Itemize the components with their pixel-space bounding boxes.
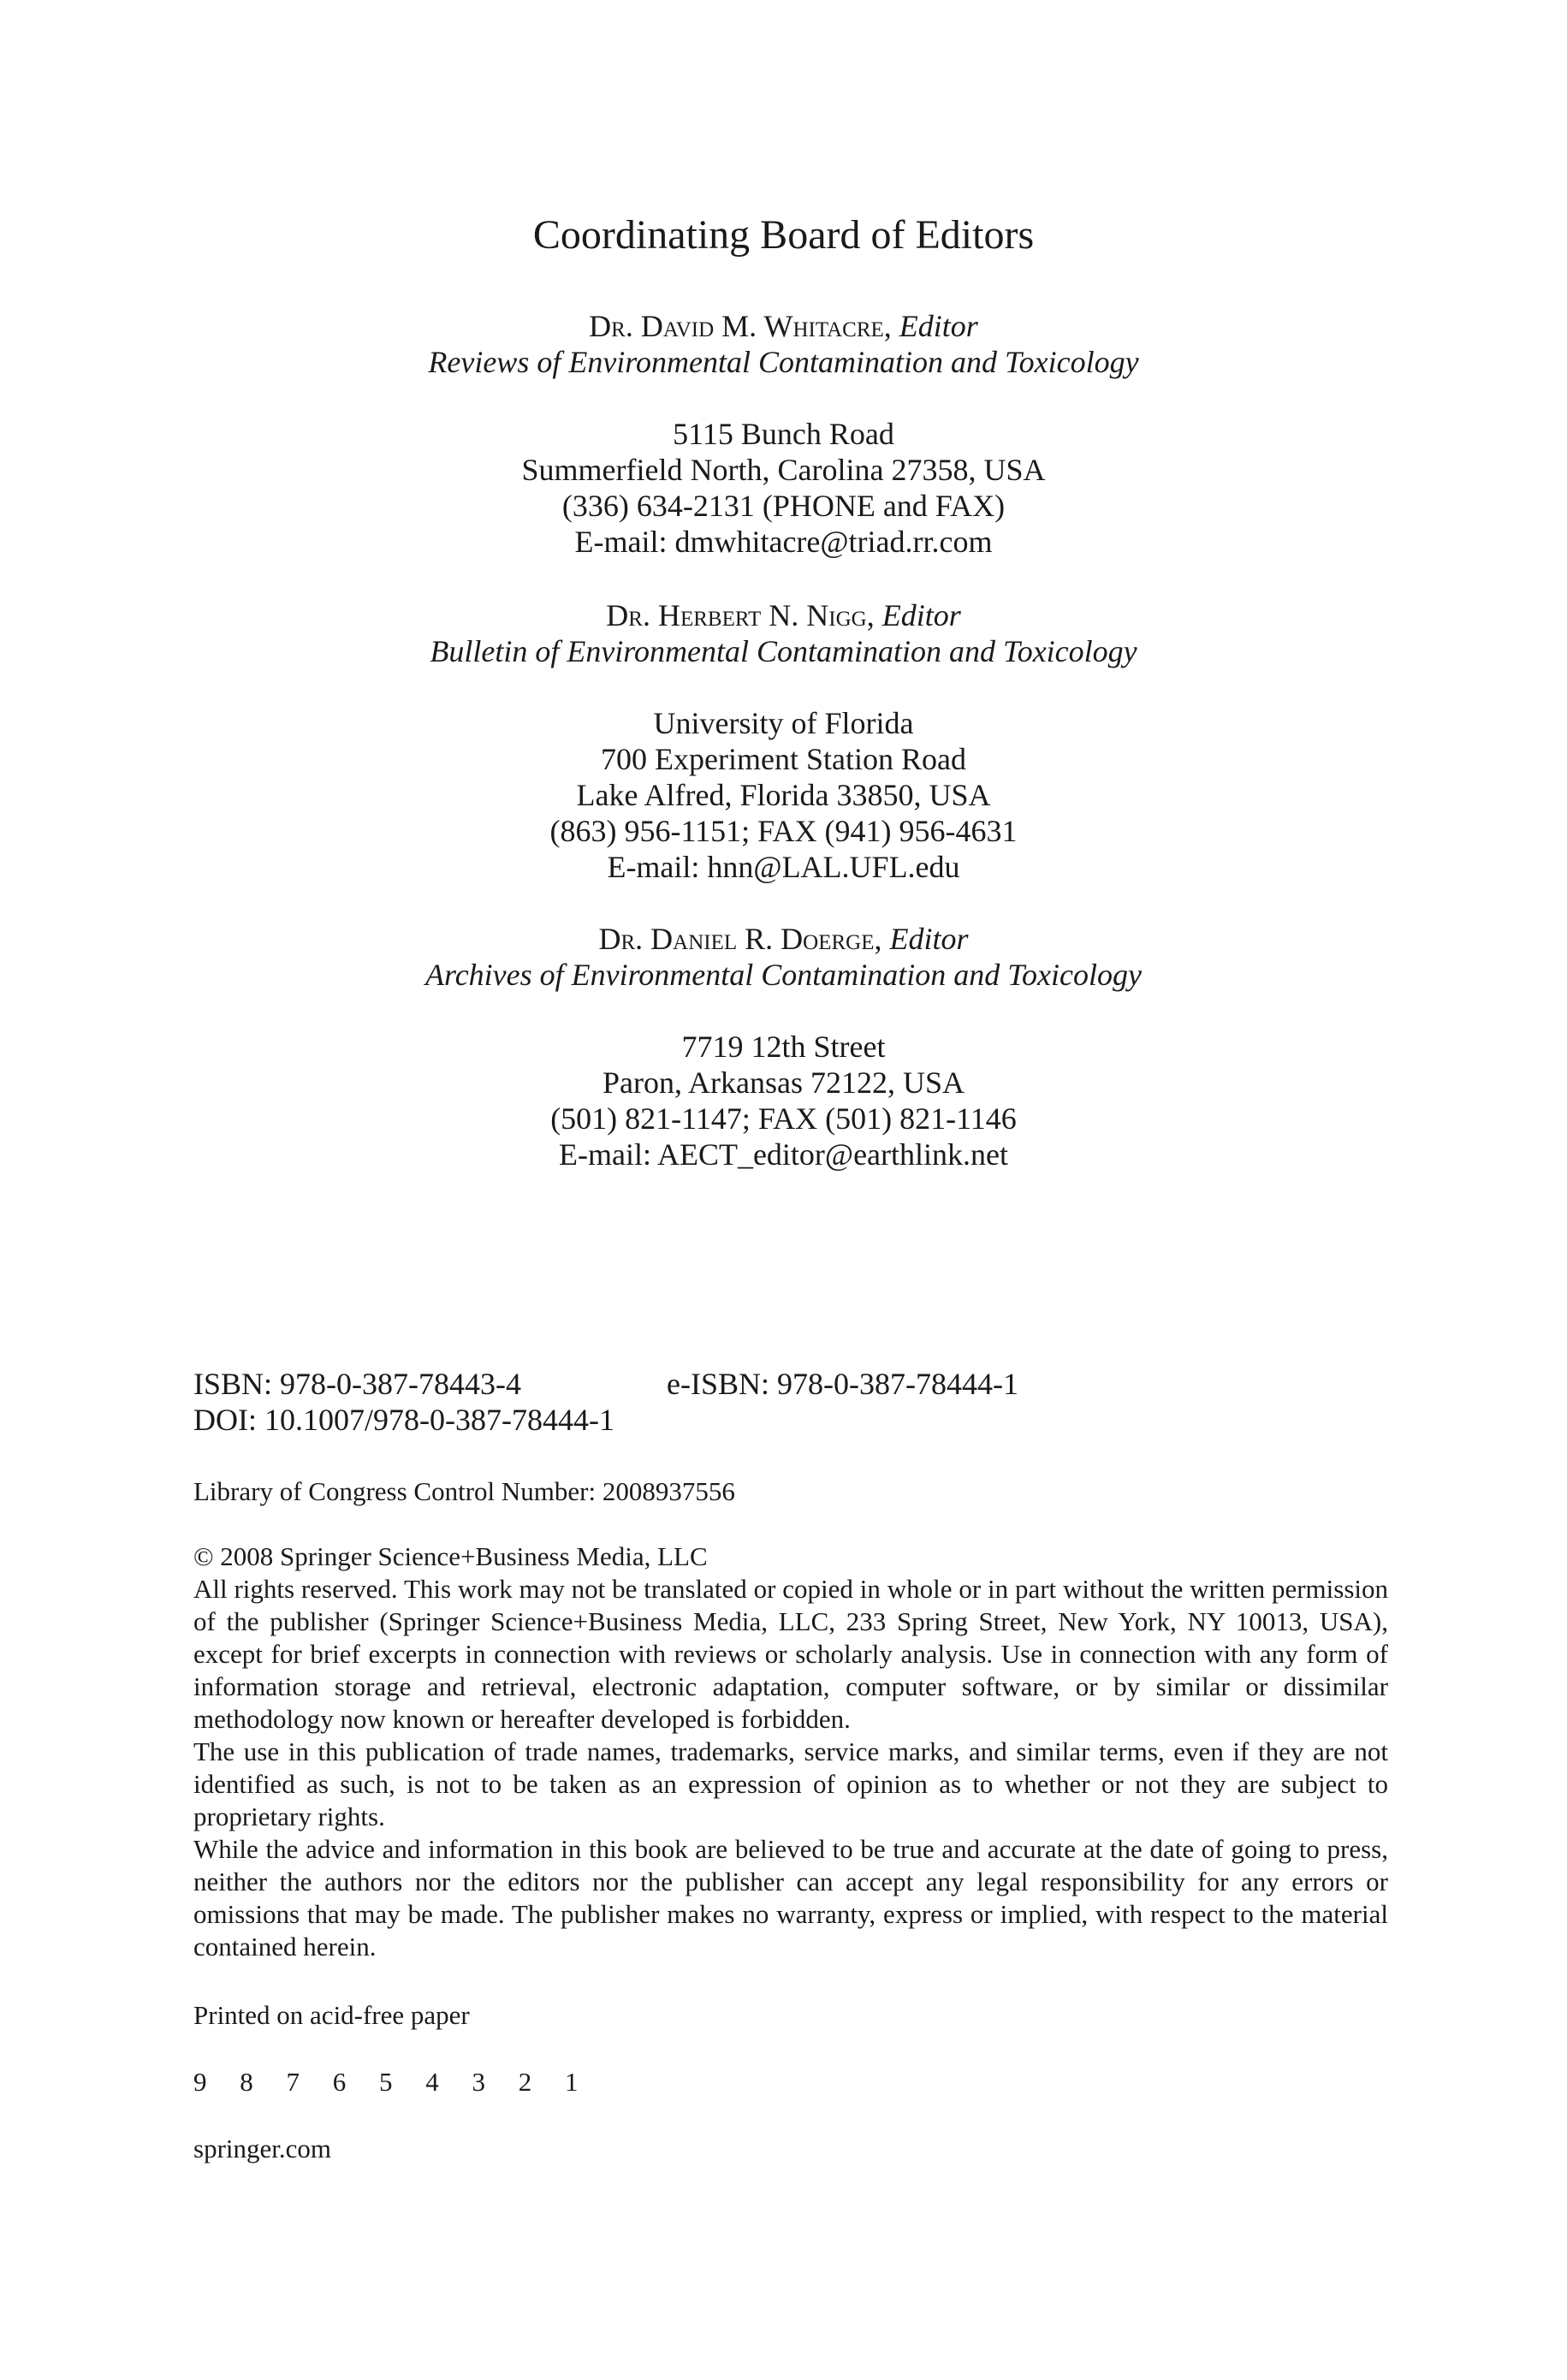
email-line: E-mail: hnn@LAL.UFL.edu	[607, 850, 960, 884]
lccn: Library of Congress Control Number: 2008937556	[193, 1476, 735, 1506]
editor-address	[0, 705, 1567, 885]
editor-address	[0, 416, 1567, 560]
address-line: 700 Experiment Station Road	[601, 742, 966, 776]
rights-paragraph: All rights reserved. This work may not be translated or copied in whole or in part without the written permission of the publisher (Springer Science+Business Media, LLC, 233 Spring Street, New York, NY 10013, USA), except for brief excerpts in connection with reviews or scholarly analysis. Use in connection with any form of information storage and retrieval, electronic adaptation, computer software, or by similar or dissimilar methodology now known or hereafter developed is forbidden.	[193, 1574, 1388, 1734]
isbn: ISBN: 978-0-387-78443-4	[193, 1367, 521, 1401]
editor-role: Editor	[889, 922, 969, 956]
page-title: Coordinating Board of Editors	[532, 212, 1035, 258]
editor-name: David M. Whitacre	[640, 309, 884, 343]
editor-name-line: Dr. Daniel R. Doerge, Editor	[598, 922, 969, 956]
editor-role: Editor	[881, 598, 961, 632]
address-line: University of Florida	[653, 706, 914, 740]
editor-role: Editor	[899, 309, 978, 343]
isbn-row	[193, 1366, 1388, 1402]
copyright-notice: © 2008 Springer Science+Business Media, LLC	[193, 1541, 708, 1571]
trade-names-paragraph: The use in this publication of trade names, trademarks, service marks, and similar terms, even if they are not identified as such, is not to be taken as an expression of opinion as to whether or not they are subject to proprietary rights.	[193, 1736, 1388, 1831]
phone-line: (336) 634-2131 (PHONE and FAX)	[561, 489, 1006, 523]
editor-entry-doerge	[0, 921, 1567, 1172]
address-line: Summerfield North, Carolina 27358, USA	[521, 453, 1046, 487]
disclaimer-paragraph: While the advice and information in this book are believed to be true and accurate at the date of going to press, neither the authors nor the editors nor the publisher can accept any legal responsibility for any errors or omissions that may be made. The publisher makes no warranty, express or implied, with respect to the material contained herein.	[193, 1834, 1388, 1962]
email-line: E-mail: AECT_editor@earthlink.net	[558, 1137, 1009, 1172]
printing-line: 9 8 7 6 5 4 3 2 1	[193, 2067, 591, 2097]
editor-name-line: Dr. Herbert N. Nigg, Editor	[606, 598, 961, 632]
publisher-website: springer.com	[193, 2134, 331, 2163]
editor-name: Daniel R. Doerge	[650, 922, 875, 956]
address-line: 5115 Bunch Road	[673, 417, 894, 451]
editor-entry-whitacre	[0, 308, 1567, 560]
copyright-block	[193, 1366, 1388, 2165]
paper-note: Printed on acid-free paper	[193, 2000, 470, 2030]
journal-name: Reviews of Environmental Contamination and Toxicology	[428, 345, 1139, 379]
editor-address	[0, 1029, 1567, 1172]
phone-line: (501) 821-1147; FAX (501) 821-1146	[550, 1101, 1017, 1136]
address-line: Lake Alfred, Florida 33850, USA	[576, 778, 991, 812]
email-line: E-mail: dmwhitacre@triad.rr.com	[574, 525, 993, 559]
address-line: Paron, Arkansas 72122, USA	[602, 1065, 965, 1100]
eisbn: e-ISBN: 978-0-387-78444-1	[667, 1367, 1018, 1401]
editor-title: Dr.	[589, 309, 633, 343]
journal-name: Bulletin of Environmental Contamination and Toxicology	[430, 634, 1137, 668]
editor-title: Dr.	[598, 922, 644, 956]
editor-name: Herbert N. Nigg	[657, 598, 867, 632]
editor-entry-nigg	[0, 597, 1567, 885]
editor-name-line: Dr. David M. Whitacre, Editor	[589, 309, 978, 343]
journal-name: Archives of Environmental Contamination and Toxicology	[425, 958, 1142, 992]
editor-title: Dr.	[606, 598, 650, 632]
doi: DOI: 10.1007/978-0-387-78444-1	[193, 1403, 614, 1437]
address-line: 7719 12th Street	[681, 1030, 886, 1064]
phone-line: (863) 956-1151; FAX (941) 956-4631	[549, 814, 1018, 848]
